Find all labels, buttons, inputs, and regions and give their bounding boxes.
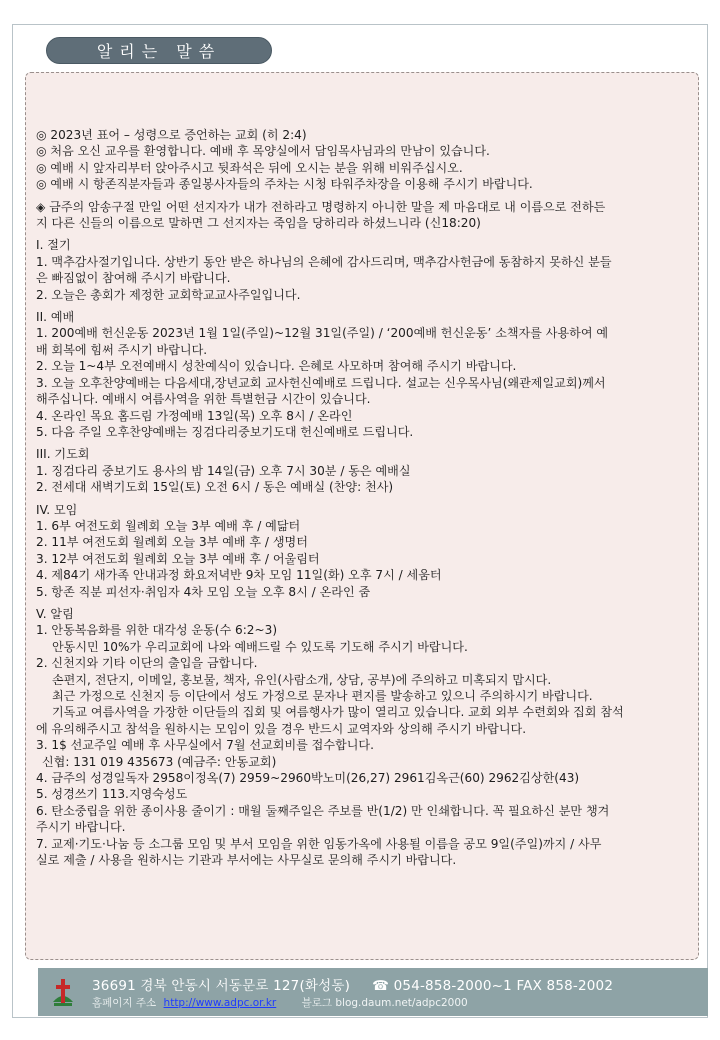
- list-item: 안동시민 10%가 우리교회에 나와 예배드릴 수 있도록 기도해 주시기 바랍니다.: [52, 639, 468, 654]
- welcome-line: ◎ 처음 오신 교우를 환영합니다. 예배 후 목양실에서 담임목사님과의 만남이 있습니다.: [36, 144, 490, 159]
- list-item: 7. 교제·기도·나눔 등 소그룹 모임 및 부서 모임을 위한 임동가옥에 사용될 이름을 공모 9일(주일)까지 / 사무: [36, 836, 602, 851]
- list-item: 기독교 여름사역을 가장한 이단들의 집회 및 여름행사가 많이 열리고 있습니다. 교회 외부 수련회와 집회 참석: [52, 705, 624, 720]
- footer-links: [92, 995, 468, 1010]
- memory-verse-line1: ◈ 금주의 암송구절 만일 어떤 선지자가 내가 전하라고 명령하지 아니한 말을 제 마음대로 내 이름으로 전하든: [36, 199, 606, 214]
- section-heading-festival: I. 절기: [36, 238, 71, 253]
- seating-line: ◎ 예배 시 앞자리부터 앉아주시고 뒷좌석은 뒤에 오시는 분을 위해 비워주십시오.: [36, 160, 463, 175]
- motto-line: ◎ 2023년 표어 – 성령으로 증언하는 교회 (히 2:4): [36, 128, 307, 142]
- list-item: 2. 신천지와 기타 이단의 출입을 금합니다.: [36, 656, 258, 671]
- list-item: 에 유의해주시고 참석을 원하시는 모임이 있을 경우 반드시 교역자와 상의해 주시기 바랍니다.: [36, 721, 527, 736]
- list-item: 주시기 바랍니다.: [36, 820, 126, 835]
- footer-address: 36691 경북 안동시 서동문로 127(화성동): [92, 978, 351, 994]
- list-item: 6. 탄소중립을 위한 종이사용 줄이기 : 매월 둘째주일은 주보를 반(1/2) 만 인쇄합니다. 꼭 필요하신 분만 챙겨: [36, 803, 610, 818]
- list-item: 실로 제출 / 사용을 원하시는 기관과 부서에는 사무실로 문의해 주시기 바랍니다.: [36, 853, 457, 868]
- footer-bar: [38, 968, 708, 1016]
- list-item: 2. 오늘 1~4부 오전예배시 성찬예식이 있습니다. 은혜로 사모하며 참여해 주시기 바랍니다.: [36, 359, 517, 374]
- memory-verse-line2: 지 다른 신들의 이름으로 말하면 그 선지자는 죽임을 당하리라 하셨느니라 (신18:20): [36, 216, 481, 231]
- church-cross-logo-icon: [50, 976, 76, 1008]
- blog-address: 블로그 blog.daum.net/adpc2000: [301, 997, 468, 1009]
- list-item: 손편지, 전단지, 이메일, 홍보물, 책자, 유인(사람소개, 상담, 공부)에 주의하고 미혹되지 맙시다.: [52, 672, 552, 687]
- parking-line: ◎ 예배 시 항존직분자들과 종일봉사자들의 주차는 시청 타워주차장을 이용해 주시기 바랍니다.: [36, 177, 533, 192]
- list-item: 4. 제84기 새가족 안내과정 화요저녁반 9차 모임 11일(화) 오후 7시 / 세움터: [36, 568, 442, 583]
- list-item: 5. 성경쓰기 113.지영숙성도: [36, 787, 188, 802]
- list-item: 배 회복에 힘써 주시기 바랍니다.: [36, 342, 208, 357]
- section-heading-worship: II. 예배: [36, 310, 75, 325]
- list-item: 1. 6부 여전도회 월례회 오늘 3부 예배 후 / 예닮터: [36, 518, 301, 533]
- footer-contact: [92, 974, 613, 994]
- list-item: 1. 200예배 헌신운동 2023년 1월 1일(주일)~12월 31일(주일) / ‘200예배 헌신운동’ 소책자를 사용하여 예: [36, 326, 609, 341]
- notice-box: [25, 72, 699, 960]
- list-item: 5. 항존 직분 피선자·취임자 4차 모임 오늘 오후 8시 / 온라인 줌: [36, 584, 371, 599]
- list-item: 4. 온라인 목요 홈드림 가정예배 13일(목) 오후 8시 / 온라인: [36, 408, 353, 423]
- list-item: 3. 오늘 오후찬양예배는 다음세대,장년교회 교사헌신예배로 드립니다. 설교는 신우목사님(왜관제일교회)께서: [36, 375, 606, 390]
- section-heading-meetings: IV. 모임: [36, 502, 78, 517]
- section-heading-prayer: III. 기도회: [36, 447, 90, 462]
- homepage-link[interactable]: http://www.adpc.or.kr: [163, 997, 277, 1009]
- list-item: 3. 12부 여전도회 월례회 오늘 3부 예배 후 / 어울림터: [36, 551, 320, 566]
- page-title: 알리는 말씀: [46, 37, 272, 64]
- list-item: 1. 안동복음화를 위한 대각성 운동(수 6:2~3): [36, 623, 278, 638]
- list-item: 4. 금주의 성경일독자 2958이정옥(7) 2959~2960박노미(26,27) 2961김옥근(60) 2962김상한(43): [36, 771, 580, 786]
- footer-phone: ☎ 054-858-2000~1 FAX 858-2002: [372, 978, 614, 994]
- section-heading-notices: V. 알림: [36, 606, 74, 621]
- list-item: 2. 전세대 새벽기도회 15일(토) 오전 6시 / 동은 예배실 (찬양: 천사): [36, 480, 394, 495]
- list-item: 2. 11부 여전도회 월례회 오늘 3부 예배 후 / 생명터: [36, 535, 308, 550]
- list-item: 3. 1$ 선교주일 예배 후 사무실에서 7월 선교회비를 접수합니다.: [36, 738, 374, 753]
- list-item: 5. 다음 주일 오후찬양예배는 징검다리중보기도대 헌신예배로 드립니다.: [36, 424, 414, 439]
- list-item: 2. 오늘은 총회가 제정한 교회학교교사주일입니다.: [36, 287, 301, 302]
- list-item: 해주십니다. 예배시 여름사역을 위한 특별헌금 시간이 있습니다.: [36, 392, 371, 407]
- homepage-label: 홈페이지 주소: [92, 997, 157, 1009]
- list-item: 1. 징검다리 중보기도 용사의 밤 14일(금) 오후 7시 30분 / 동은 예배실: [36, 463, 411, 478]
- list-item: 1. 맥추감사절기입니다. 상반기 동안 받은 하나님의 은혜에 감사드리며, 맥추감사헌금에 동참하지 못하신 분들: [36, 254, 612, 269]
- list-item: 은 빠짐없이 참여해 주시기 바랍니다.: [36, 271, 231, 286]
- list-item: 최근 가정으로 신천지 등 이단에서 성도 가정으로 문자나 편지를 발송하고 있으니 주의하시기 바랍니다.: [52, 689, 593, 703]
- list-item: 신협: 131 019 435673 (예금주: 안동교회): [42, 754, 277, 769]
